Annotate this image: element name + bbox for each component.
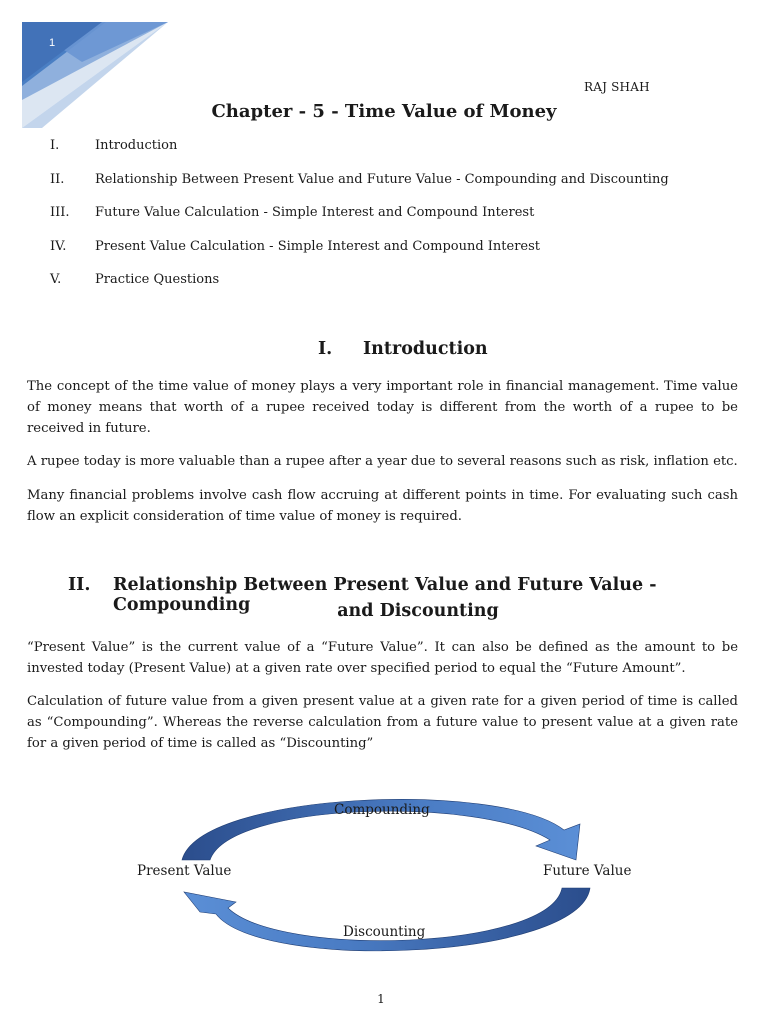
toc-item: Relationship Between Present Value and Future Value - Compounding and Discounting xyxy=(95,172,669,187)
chapter-title: Chapter - 5 - Time Value of Money xyxy=(211,101,557,122)
section-number: II. xyxy=(68,575,91,595)
discounting-label: Discounting xyxy=(343,924,426,940)
paragraph: The concept of the time value of money plays a very important role in financial management. Time value of money means that worth of a rupee received today is different from the worth of a rupee to be received in future. xyxy=(27,379,738,436)
paragraph: Many financial problems involve cash flow accruing at different points in time. For evaluating such cash flow an explicit consideration of time value of money is required. xyxy=(27,488,738,524)
paragraph: Calculation of future value from a given present value at a given rate for a given period of time is called as “Compounding”. Whereas the reverse calculation from a future value to present value at a given rate for a given period of time is called as “Discounting” xyxy=(27,694,738,751)
page-badge: 1 xyxy=(49,37,56,49)
author-name: RAJ SHAH xyxy=(584,80,650,94)
toc-number: IV. xyxy=(50,239,67,254)
future-value-label: Future Value xyxy=(543,863,632,879)
page-number: 1 xyxy=(377,992,385,1006)
present-value-label: Present Value xyxy=(137,863,232,879)
section-title-continued: and Discounting xyxy=(337,601,499,621)
toc-item: Practice Questions xyxy=(95,272,220,287)
toc-number: I. xyxy=(50,138,60,153)
toc-item: Present Value Calculation - Simple Interest and Compound Interest xyxy=(95,239,541,254)
toc-number: III. xyxy=(50,205,70,220)
toc-item: Future Value Calculation - Simple Interest and Compound Interest xyxy=(95,205,535,220)
section-number: I. xyxy=(318,339,333,359)
section-title: Relationship Between Present Value and Future Value - Compounding xyxy=(113,575,657,615)
toc-number: II. xyxy=(50,172,65,187)
toc-number: V. xyxy=(50,272,62,287)
section-title: Introduction xyxy=(363,339,488,359)
toc-item: Introduction xyxy=(95,138,178,153)
paragraph: A rupee today is more valuable than a rupee after a year due to several reasons such as risk, inflation etc. xyxy=(27,454,738,469)
compounding-label: Compounding xyxy=(334,802,430,818)
paragraph: “Present Value” is the current value of a “Future Value”. It can also be defined as the amount to be invested today (Present Value) at a given rate over specified period to equal the “Future Amount”. xyxy=(27,640,738,676)
discounting-arrow xyxy=(184,888,590,951)
